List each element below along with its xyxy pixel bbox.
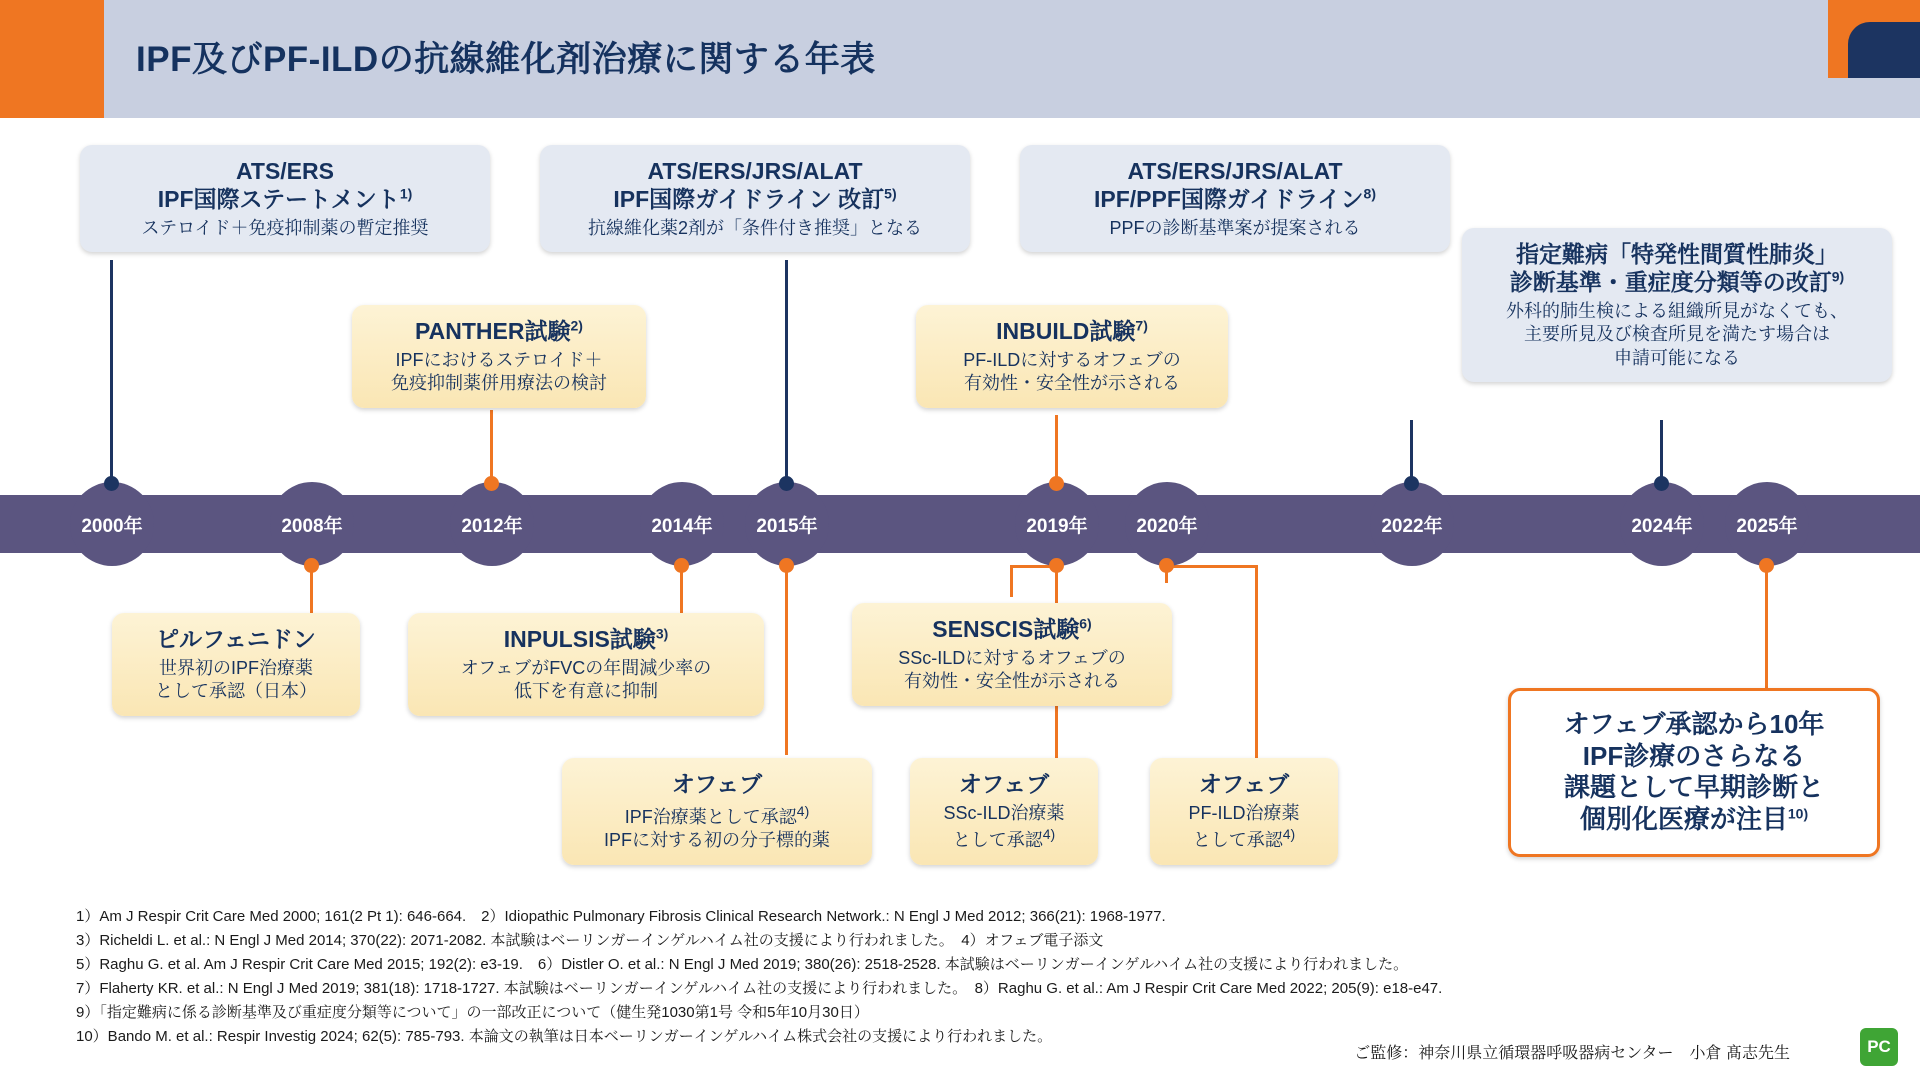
card-ofev-ipf-2015[interactable] (562, 758, 872, 865)
card-title: ATS/ERS/JRS/ALAT IPF/PPF国際ガイドライン$^{8)}$ (1094, 158, 1376, 213)
year-label: 2024年 (1631, 515, 1693, 537)
connector-dot-2019-up (1049, 476, 1064, 491)
reference-line: 7）Flaherty KR. et al.: N Engl J Med 2019; 381(18): 1718-1727. 本試験はベーリンガーインゲルハイム社の支援により行われました。 8）Raghu G. et al.: Am J Respir Crit Care Med 2022; 205(9): e18-e47. (76, 980, 1443, 997)
card-body: PPFの診断基準案が提案される (1109, 218, 1361, 239)
year-label: 2014年 (651, 515, 713, 537)
year-label: 2025年 (1736, 515, 1798, 537)
card-ref-marker: 6) (1079, 615, 1092, 632)
page-title: IPF及びPF-ILDの抗線維化剤治療に関する年表 (136, 40, 876, 79)
card-title: PANTHER試験$^{2)}$ (415, 317, 583, 344)
card-title: オフェブ (671, 771, 763, 797)
card-panther-2012[interactable] (352, 305, 646, 408)
card-ref-marker: 4) (1042, 826, 1056, 843)
card-ref-marker: 4) (796, 803, 810, 820)
year-node-2019[interactable] (1015, 482, 1099, 566)
reference-line: 10）Bando M. et al.: Respir Investig 2024; 62(5): 785-793. 本論文の執筆は日本ベーリンガーインゲルハイム株式会社の支援により行われました。 (76, 1028, 1053, 1045)
header-corner-inner-shape (1848, 22, 1920, 78)
header-orange-block (0, 0, 104, 118)
card-body: PF-ILD治療薬 として承認$^{4)}$ (1188, 803, 1300, 851)
publisher-logo: PC (1860, 1028, 1898, 1066)
card-ref-marker: 1) (399, 185, 413, 202)
card-ofev-sscild-2019[interactable] (910, 758, 1098, 865)
connector-dot-2024 (1654, 476, 1669, 491)
card-title: 指定難病「特発性間質性肺炎」 診断基準・重症度分類等の改訂$^{9)}$ (1509, 241, 1845, 296)
year-node-2022[interactable] (1370, 482, 1454, 566)
connector-line-2022 (1410, 420, 1413, 482)
year-label: 2020年 (1136, 515, 1198, 537)
connector-line-2019-up (1055, 415, 1058, 482)
card-body: SSc-ILDに対するオフェブの 有効性・安全性が示される (898, 648, 1126, 692)
card-title: ATS/ERS IPF国際ステートメント$^{1)}$ (157, 158, 413, 213)
connector-dot-2015-down (779, 558, 794, 573)
card-ref-marker: 10) (1787, 805, 1809, 822)
card-title: SENSCIS試験$^{6)}$ (932, 615, 1092, 642)
year-label: 2015年 (756, 515, 818, 537)
year-node-2015[interactable] (745, 482, 829, 566)
references-block (76, 905, 1776, 1049)
card-ref-marker: 7) (1135, 317, 1148, 334)
card-title: ATS/ERS/JRS/ALAT IPF国際ガイドライン 改訂$^{5)}$ (613, 158, 897, 213)
card-title: オフェブ承認から10年 IPF診療のさらなる 課題として早期診断と 個別化医療が注目$^{10)}$ (1563, 709, 1825, 835)
connector-dot-2014 (674, 558, 689, 573)
card-ref-marker: 4) (1282, 826, 1296, 843)
card-pirfenidone-2008[interactable] (112, 613, 360, 716)
reference-line: 1）Am J Respir Crit Care Med 2000; 161(2 Pt 1): 646-664. 2）Idiopathic Pulmonary Fibrosis Clinical Research Network.: N Engl J Med 2012; 366(21): 1968-1977. (76, 908, 1166, 925)
card-inpulsis-2014[interactable] (408, 613, 764, 716)
year-node-2020[interactable] (1125, 482, 1209, 566)
connector-dot-2008 (304, 558, 319, 573)
year-label: 2012年 (461, 515, 523, 537)
header-corner-decoration (1828, 0, 1920, 78)
connector-line-2020-h (1165, 565, 1258, 568)
card-body: PF-ILDに対するオフェブの 有効性・安全性が示される (963, 350, 1181, 394)
year-label: 2008年 (281, 515, 343, 537)
connector-dot-2022 (1404, 476, 1419, 491)
connector-line-2025 (1765, 565, 1768, 690)
card-ref-marker: 3) (655, 625, 669, 642)
year-node-2008[interactable] (270, 482, 354, 566)
reference-line: 9）「指定難病に係る診断基準及び重症度分類等について」の一部改正について（健生発1030第1号 令和5年10月30日） (76, 1004, 869, 1021)
card-title: INBUILD試験$^{7)}$ (996, 317, 1148, 344)
year-node-2014[interactable] (640, 482, 724, 566)
year-node-2024[interactable] (1620, 482, 1704, 566)
connector-dot-2012 (484, 476, 499, 491)
year-node-2025[interactable] (1725, 482, 1809, 566)
card-ofev-pfild-2020[interactable] (1150, 758, 1338, 865)
card-body: 外科的肺生検による組織所見がなくても、 主要所見及び検査所見を満たす場合は 申請可能になる (1506, 301, 1848, 368)
card-body: オフェブがFVCの年間減少率の 低下を有意に抑制 (460, 658, 712, 702)
connector-dot-2000 (104, 476, 119, 491)
card-body: 抗線維化薬2剤が「条件付き推奨」となる (587, 218, 922, 239)
connector-line-2020 (1255, 565, 1258, 760)
card-title: INPULSIS試験$^{3)}$ (503, 625, 669, 652)
card-title: オフェブ (1198, 771, 1290, 797)
card-body: IPF治療薬として承認$^{4)}$ IPFに対する初の分子標的薬 (603, 803, 830, 851)
card-body: SSc-ILD治療薬 として承認$^{4)}$ (943, 803, 1065, 851)
card-senscis-2019[interactable] (852, 603, 1172, 706)
connector-line-2012 (490, 410, 493, 482)
card-ats-ers-jrs-alat-2015[interactable] (540, 145, 970, 252)
page-header (0, 0, 1920, 118)
connector-line-2024 (1660, 420, 1663, 482)
year-label: 2019年 (1026, 515, 1088, 537)
card-ref-marker: 9) (1831, 268, 1845, 285)
card-ref-marker: 8) (1363, 185, 1376, 202)
connector-dot-2020 (1159, 558, 1174, 573)
connector-line-2019-elbow-v (1010, 565, 1013, 597)
supervisor-credit: ご監修：神奈川県立循環器呼吸器病センター 小倉 髙志先生 (1354, 1045, 1790, 1062)
card-inbuild-2019[interactable] (916, 305, 1228, 408)
year-node-2000[interactable] (70, 482, 154, 566)
card-ats-ers-2000[interactable] (80, 145, 490, 252)
connector-dot-2019-down (1049, 558, 1064, 573)
card-ofev-10years-2025[interactable] (1508, 688, 1880, 857)
year-label: 2022年 (1381, 515, 1443, 537)
connector-dot-2015-up (779, 476, 794, 491)
card-ref-marker: 2) (570, 317, 583, 334)
connector-line-2000 (110, 260, 113, 480)
connector-dot-2025 (1759, 558, 1774, 573)
reference-line: 5）Raghu G. et al. Am J Respir Crit Care Med 2015; 192(2): e3-19. 6）Distler O. et al.: N Engl J Med 2019; 380(26): 2518-2528. 本試験はベーリンガーインゲルハイム社の支援により行われました。 (76, 956, 1409, 973)
card-body: 世界初のIPF治療薬 として承認（日本） (155, 658, 317, 702)
card-body: IPFにおけるステロイド＋ 免疫抑制薬併用療法の検討 (391, 350, 607, 394)
card-ref-marker: 5) (884, 185, 897, 202)
reference-line: 3）Richeldi L. et al.: N Engl J Med 2014; 370(22): 2071-2082. 本試験はベーリンガーインゲルハイム社の支援により行われました。 4）オフェブ電子添文 (76, 932, 1104, 949)
card-body: ステロイド＋免疫抑制薬の暫定推奨 (141, 218, 429, 239)
card-shitei-nanbyo-2024[interactable] (1462, 228, 1892, 382)
year-node-2012[interactable] (450, 482, 534, 566)
year-label: 2000年 (81, 515, 143, 537)
card-title: ピルフェニドン (156, 626, 316, 652)
connector-line-2015-down (785, 565, 788, 755)
card-ats-ers-jrs-alat-2022[interactable] (1020, 145, 1450, 252)
connector-line-2015-up (785, 260, 788, 480)
card-title: オフェブ (958, 771, 1050, 797)
